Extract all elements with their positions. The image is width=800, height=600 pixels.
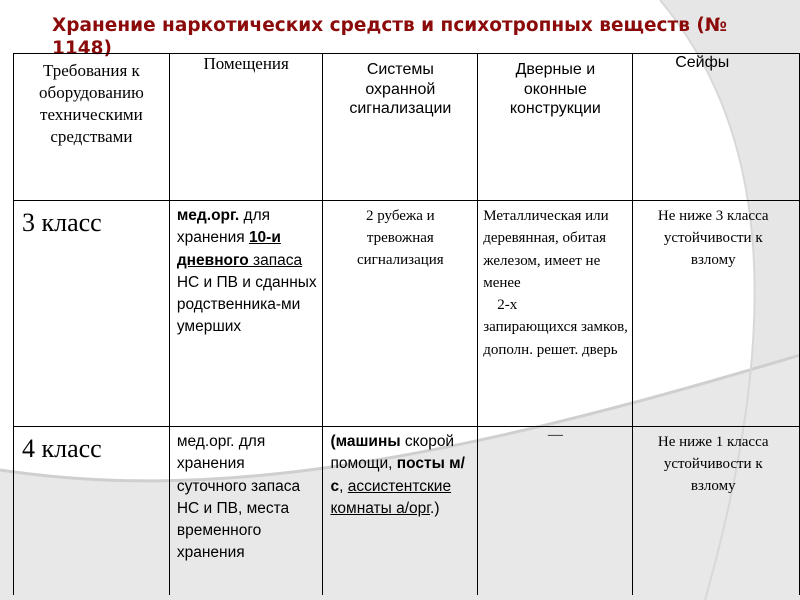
- class-cell: 4 класс: [14, 427, 170, 595]
- storage-requirements-table: [13, 53, 800, 595]
- empty-dash: —: [547, 427, 563, 443]
- header-cell-alarm-systems: Системы охранной сигнализации: [323, 54, 478, 201]
- header-cell-requirements: Требования к оборудованию техническими средствами: [14, 54, 170, 201]
- premises-cell: мед.орг. для хранения 10-и дневного запаса НС и ПВ и сданных родственника-ми умерших: [169, 201, 323, 427]
- table-row: [14, 201, 800, 427]
- slide-title: Хранение наркотических средств и психотропных веществ (№ 1148): [52, 15, 728, 59]
- premises-org-label: мед.орг.: [176, 207, 240, 224]
- safes-cell: Не ниже 3 класса устойчивости к взлому: [633, 201, 800, 427]
- header-row: [14, 54, 800, 201]
- alarm-cell: 2 рубежа и тревожная сигнализация: [323, 201, 478, 427]
- header-cell-doors-windows: Дверные и оконные конструкции: [478, 54, 633, 201]
- header-cell-safes: Сейфы: [633, 54, 800, 201]
- header-cell-premises: Помещения: [169, 54, 323, 201]
- table-row: [14, 427, 800, 595]
- doors-cell: [478, 427, 633, 595]
- alarm-cell: (машины скорой помощи, посты м/с, ассистентские комнаты а/орг.): [323, 427, 478, 595]
- doors-cell: Металлическая или деревянная, обитая железом, имеет не менее 2-х запирающихся замков, дополн. решет. дверь: [478, 201, 633, 427]
- safes-cell: Не ниже 1 класса устойчивости к взлому: [633, 427, 800, 595]
- class-cell: 3 класс: [14, 201, 170, 427]
- premises-cell: мед.орг. для хранения суточного запаса НС и ПВ, места временного хранения: [169, 427, 323, 595]
